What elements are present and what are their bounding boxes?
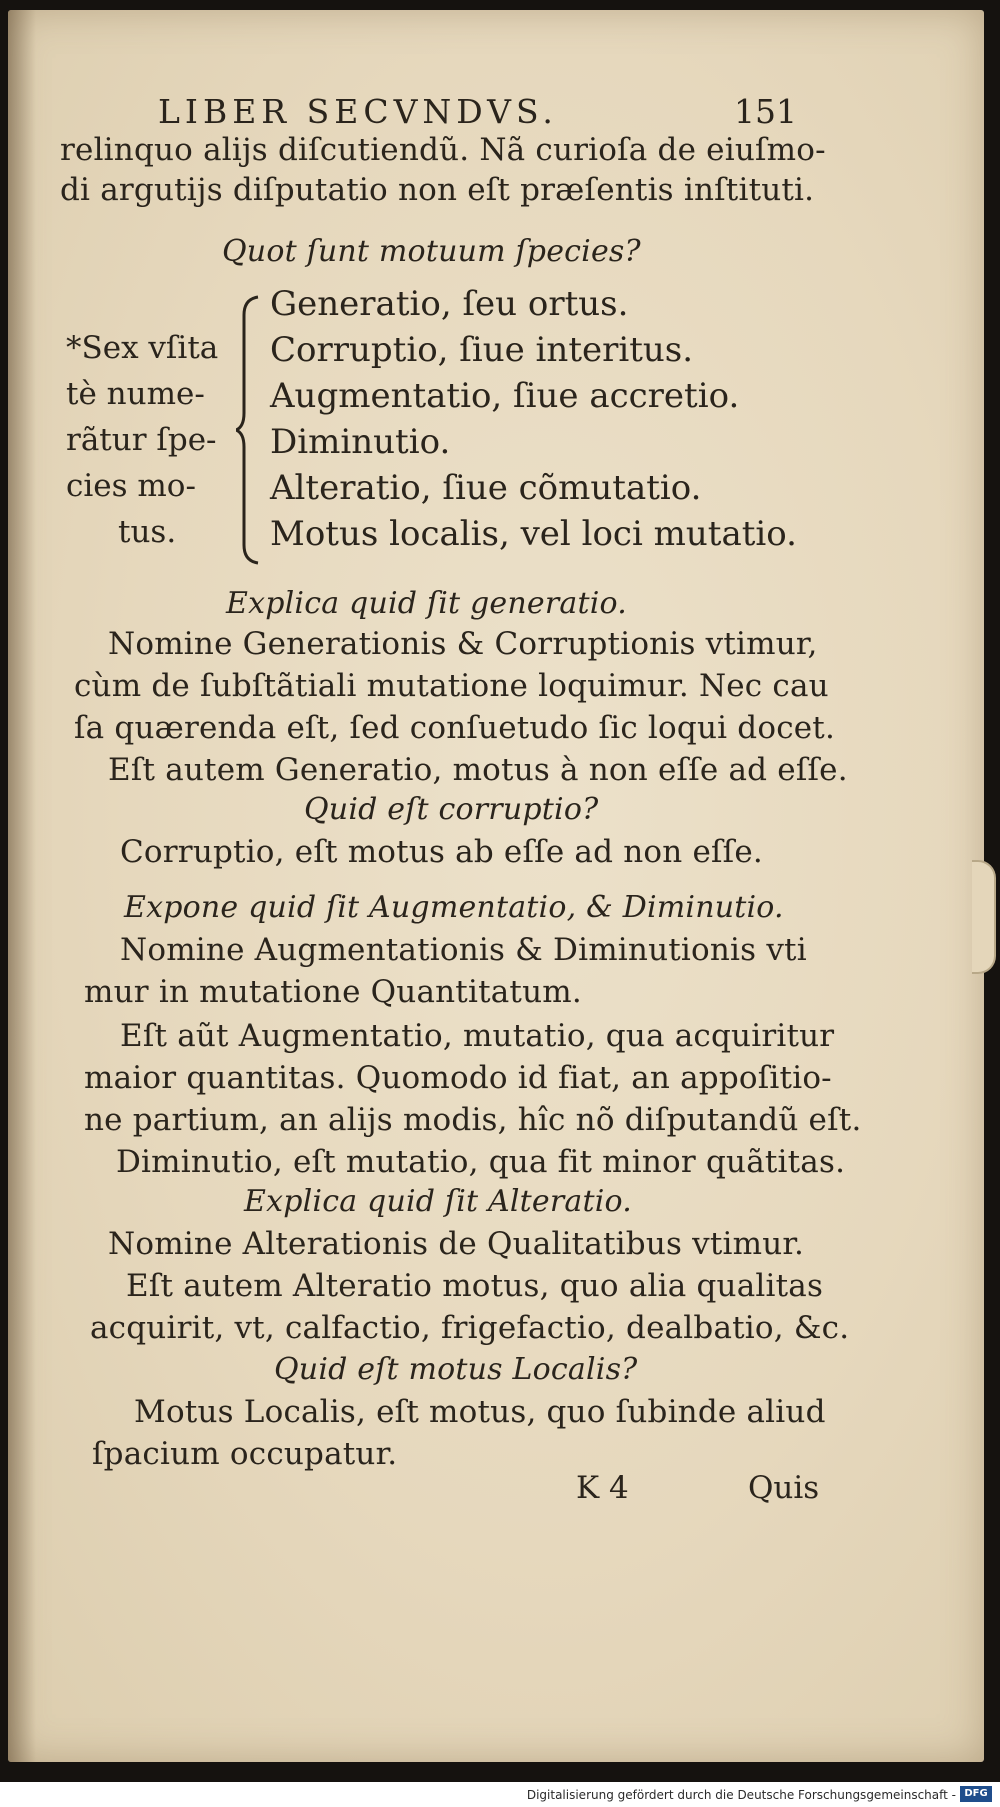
text-line: Nomine Augmentationis & Diminutionis vti — [120, 932, 807, 968]
table-item: Generatio, ſeu ortus. — [270, 284, 629, 324]
text-line: relinquo alijs diſcutiendũ. Nã curioſa de eiuſmo- — [60, 132, 826, 168]
text-line: cùm de ſubſtãtiali mutatione loquimur. Nec cau — [74, 668, 829, 704]
table-item: Corruptio, ſiue interitus. — [270, 330, 694, 370]
digitization-note: Digitalisierung gefördert durch die Deutsche Forschungsgemeinschaft - — [526, 1788, 956, 1802]
table-item: Diminutio. — [270, 422, 451, 462]
table-label-line: rãtur ſpe- — [66, 422, 217, 458]
text-line: ſa quærenda eſt, ſed conſuetudo ſic loqui docet. — [74, 710, 836, 746]
text-line: maior quantitas. Quomodo id fiat, an appoſitio- — [84, 1060, 832, 1096]
table-item: Motus localis, vel loci mutatio. — [270, 514, 797, 554]
table-label-line: tè nume- — [66, 376, 205, 412]
text-line: Motus Localis, eſt motus, quo ſubinde aliud — [134, 1394, 826, 1430]
question-heading: Quid eſt motus Localis? — [274, 1352, 638, 1387]
table-item: Alteratio, ſiue cõmutatio. — [270, 468, 702, 508]
curly-brace — [236, 295, 266, 565]
question-heading: Quid eſt corruptio? — [304, 792, 599, 827]
question-heading: Explica quid ſit Alteratio. — [244, 1184, 633, 1219]
question-heading: Explica quid ſit generatio. — [226, 586, 627, 621]
text-line: Eſt autem Generatio, motus à non eſſe ad eſſe. — [108, 752, 848, 788]
text-line: ſpacium occupatur. — [92, 1436, 398, 1472]
catchword: Quis — [748, 1470, 820, 1506]
book-page — [8, 10, 984, 1762]
signature-mark: K 4 — [576, 1470, 629, 1506]
text-line: Eſt aũt Augmentatio, mutatio, qua acquiritur — [120, 1018, 835, 1054]
text-line: Eſt autem Alteratio motus, quo alia qualitas — [126, 1268, 824, 1304]
question-heading: Quot ſunt motuum ſpecies? — [222, 234, 641, 269]
table-label-line: cies mo- — [66, 468, 196, 504]
text-line: mur in mutatione Quantitatum. — [84, 974, 582, 1010]
page-edge — [972, 860, 996, 974]
text-line: acquirit, vt, calfactio, frigefactio, dealbatio, &c. — [90, 1310, 850, 1346]
question-heading: Expone quid ſit Augmentatio, & Diminutio. — [124, 890, 784, 925]
table-label-line: tus. — [118, 514, 177, 550]
text-line: di argutijs diſputatio non eſt præſentis inſtituti. — [60, 172, 815, 208]
text-line: Nomine Generationis & Corruptionis vtimur, — [108, 626, 818, 662]
text-line: Diminutio, eſt mutatio, qua fit minor quãtitas. — [116, 1144, 846, 1180]
folio-number: 151 — [734, 92, 797, 131]
text-line: Nomine Alterationis de Qualitatibus vtimur. — [108, 1226, 805, 1262]
table-label-line: *Sex vſita — [66, 330, 219, 366]
running-head: LIBER SECVNDVS. — [158, 92, 558, 131]
text-line: ne partium, an alijs modis, hîc nõ diſputandũ eſt. — [84, 1102, 862, 1138]
text-line: Corruptio, eſt motus ab eſſe ad non eſſe. — [120, 834, 763, 870]
dfg-logo-icon: DFG — [960, 1786, 992, 1802]
table-item: Augmentatio, ſiue accretio. — [270, 376, 740, 416]
